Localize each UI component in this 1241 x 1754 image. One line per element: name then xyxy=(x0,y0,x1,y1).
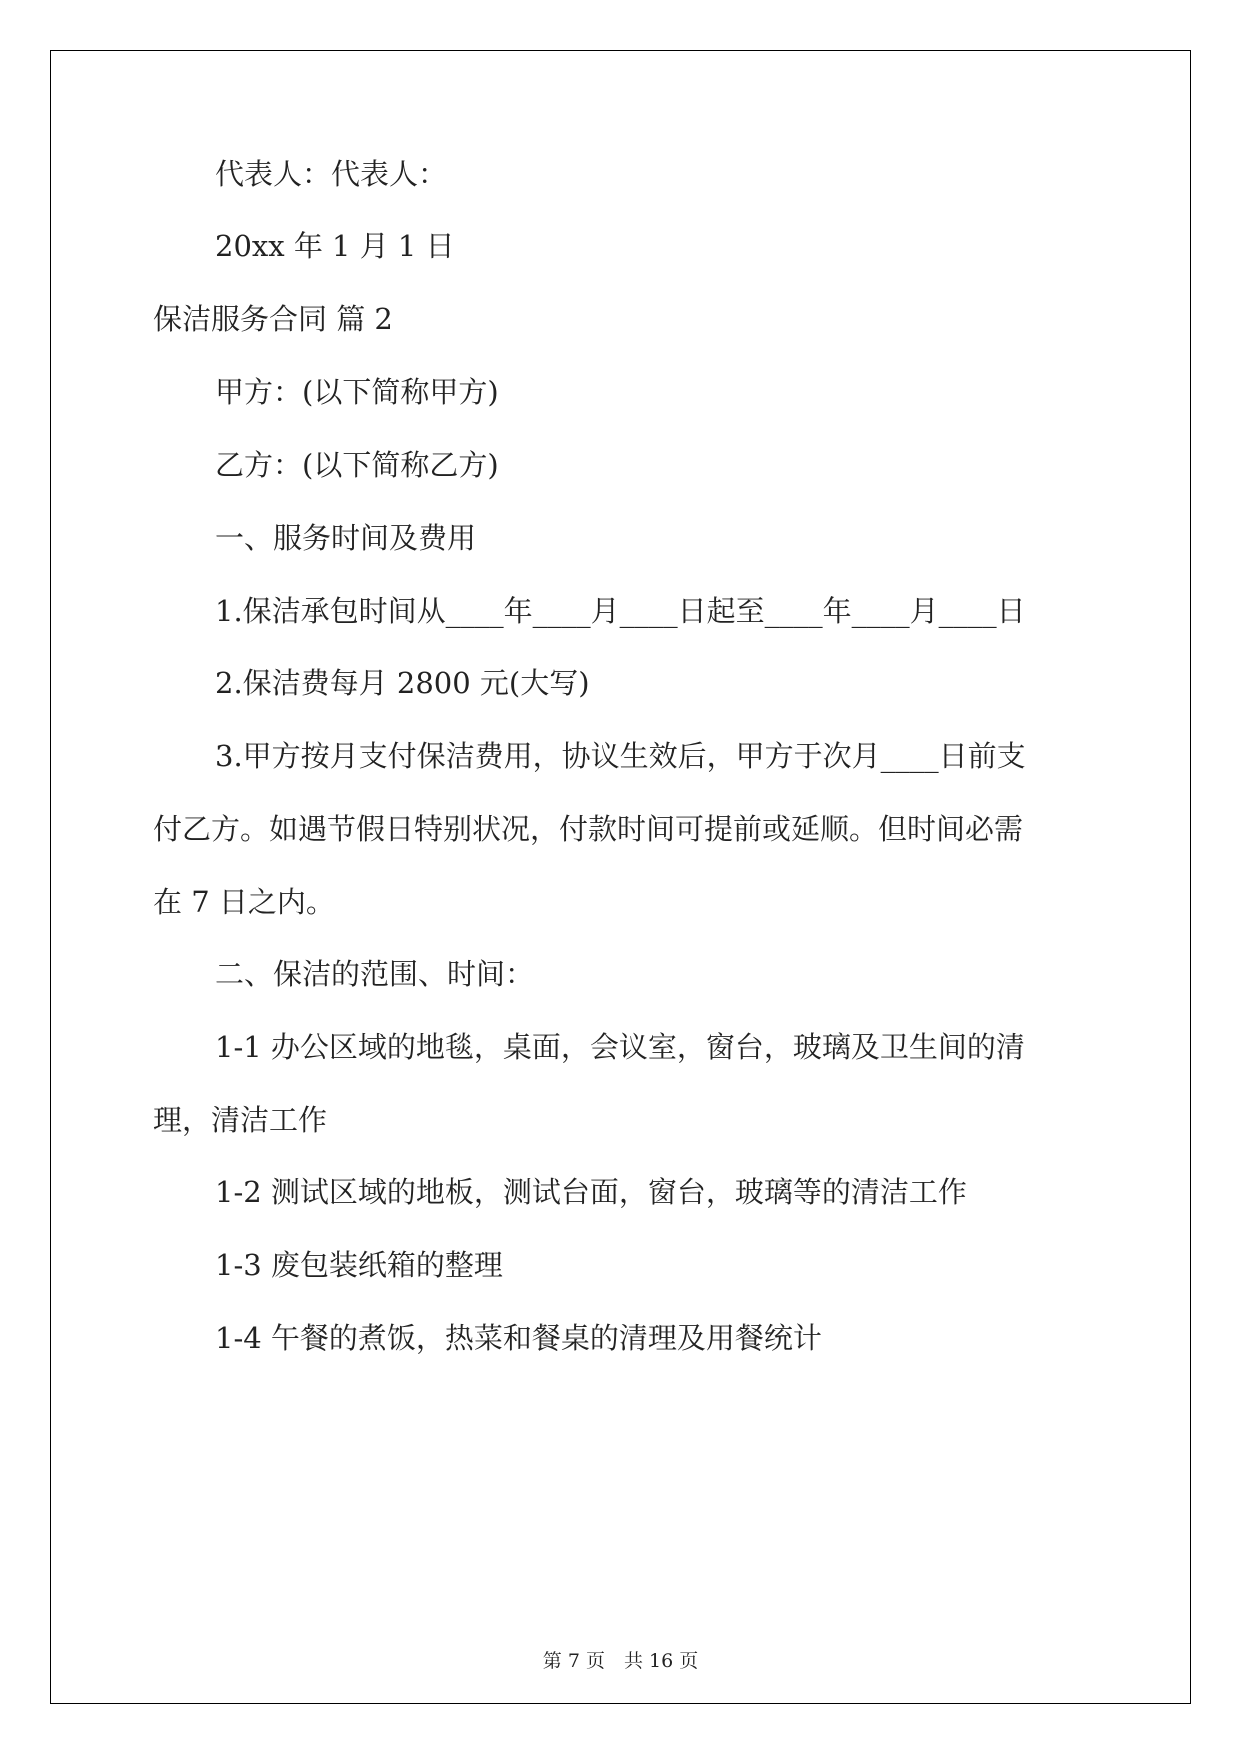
clause-2: 2.保洁费每月 2800 元(大写) xyxy=(215,666,590,700)
item-1-3: 1-3 废包装纸箱的整理 xyxy=(215,1248,503,1282)
clause-3-line-1: 3.甲方按月支付保洁费用，协议生效后，甲方于次月____日前支 xyxy=(215,739,1026,773)
clause-1: 1.保洁承包时间从____年____月____日起至____年____月____日 xyxy=(215,594,1026,628)
heading-service-time-fee: 一、服务时间及费用 xyxy=(215,521,477,555)
item-1-2: 1-2 测试区域的地板，测试台面，窗台，玻璃等的清洁工作 xyxy=(215,1175,967,1209)
date-line: 20xx 年 1 月 1 日 xyxy=(215,229,455,263)
section-title: 保洁服务合同 篇 2 xyxy=(153,302,393,336)
party-a-line: 甲方：(以下简称甲方) xyxy=(215,375,499,409)
item-1-1-line-2: 理，清洁工作 xyxy=(153,1103,328,1137)
document-page xyxy=(50,50,1191,1704)
signature-line: 代表人：代表人： xyxy=(215,157,448,191)
item-1-1-line-1: 1-1 办公区域的地毯，桌面，会议室，窗台，玻璃及卫生间的清 xyxy=(215,1030,1025,1064)
heading-scope-time: 二、保洁的范围、时间： xyxy=(215,957,535,991)
party-b-line: 乙方：(以下简称乙方) xyxy=(215,448,499,482)
page-number-footer: 第 7 页 共 16 页 xyxy=(542,1650,699,1672)
clause-3-line-3: 在 7 日之内。 xyxy=(153,885,335,919)
clause-3-line-2: 付乙方。如遇节假日特别状况，付款时间可提前或延顺。但时间必需 xyxy=(153,812,1024,846)
item-1-4: 1-4 午餐的煮饭，热菜和餐桌的清理及用餐统计 xyxy=(215,1321,822,1355)
